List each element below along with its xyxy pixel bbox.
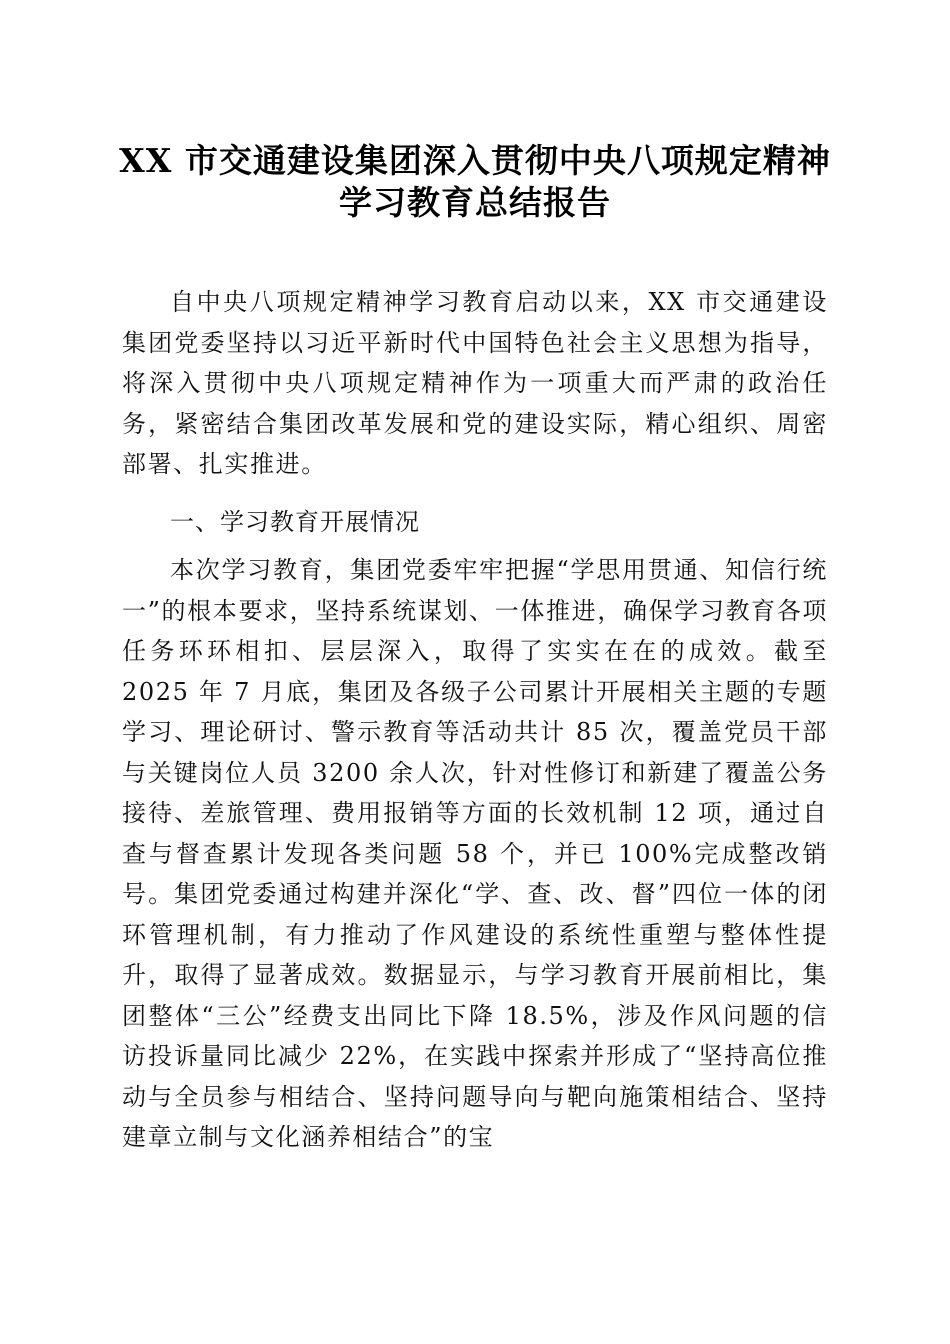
section-heading: 一、学习教育开展情况 xyxy=(170,508,420,536)
section-paragraph: 本次学习教育，集团党委牢牢把握“学思用贯通、知信行统一”的根本要求，坚持系统谋划、一体推进，确保学习教育各项任务环环相扣、层层深入，取得了实实在在的成效。截至 2025 年 7 月底，集团及各级子公司累计开展相关主题的专题学习、理论研讨、警示教育等活动共计 85 次，覆盖党员干部与关键岗位人员 3200 余人次，针对性修订和新建了覆盖公务接待、差旅管理、费用报销等方面的长效机制 12 项，通过自查与督查累计发现各类问题 58 个，并已 100%完成整改销号。集团党委通过构建并深化“学、查、改、督”四位一体的闭环管理机制，有力推动了作风建设的系统性重塑与整体性提升，取得了显著成效。数据显示，与学习教育开展前相比，集团整体“三公”经费支出同比下降 18.5%，涉及作风问题的信访投诉量同比减少 22%，在实践中探索并形成了“坚持高位推动与全员参与相结合、坚持问题导向与靶向施策相结合、坚持建章立制与文化涵养相结合”的宝 xyxy=(122,556,828,1151)
intro-paragraph: 自中央八项规定精神学习教育启动以来，XX 市交通建设集团党委坚持以习近平新时代中国特色社会主义思想为指导，将深入贯彻中央八项规定精神作为一项重大而严肃的政治任务，紧密结合集团改革发展和党的建设实际，精心组织、周密部署、扎实推进。 xyxy=(122,288,828,478)
document-title: XX 市交通建设集团深入贯彻中央八项规定精神学习教育总结报告 xyxy=(119,141,831,222)
